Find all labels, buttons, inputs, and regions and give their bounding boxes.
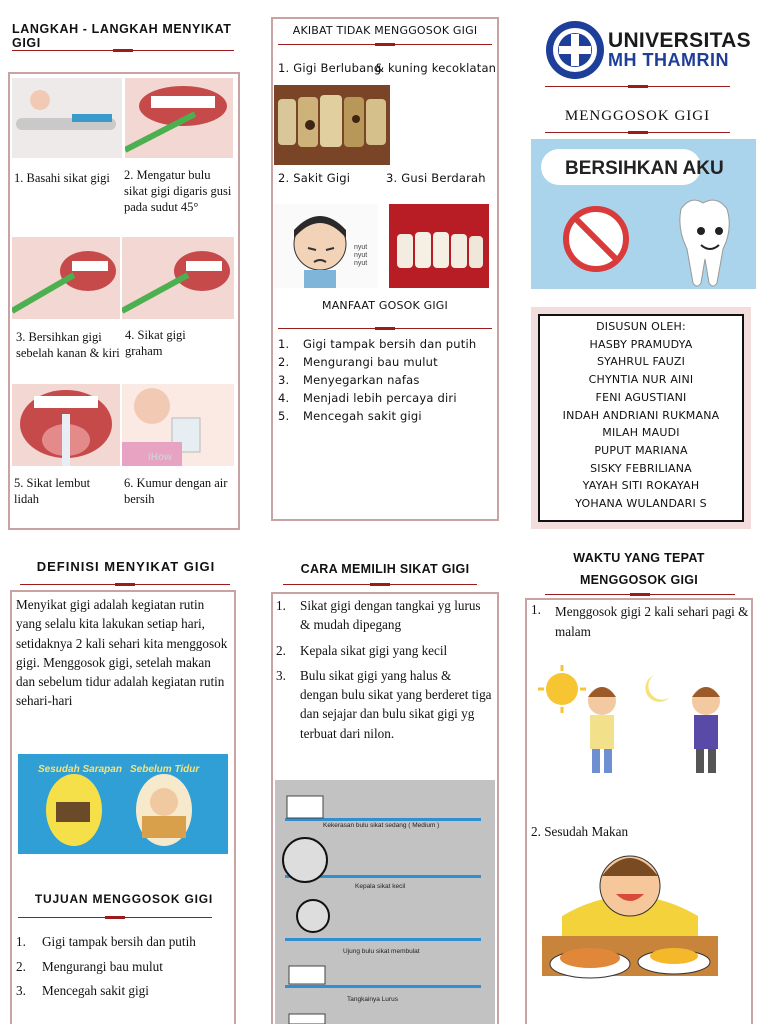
benefits-title-rule — [278, 328, 492, 329]
diagram-label1: Kekerasan bulu sikat sedang ( Medium ) — [323, 822, 440, 829]
step6-image — [122, 384, 234, 466]
step3-text: 3. Bersihkan gigi sebelah kanan & kiri — [16, 330, 120, 360]
authors-list — [540, 318, 742, 513]
toothbrush-wet-illustration — [12, 78, 122, 158]
author-name: MILAH MAUDI — [602, 426, 680, 440]
cover-title-rule — [545, 132, 730, 133]
effect1-text: 1. Gigi Berlubang — [278, 61, 382, 75]
choose-item: 3. Bulu sikat gigi yang halus & dengan bulu sikat yang berderet tiga dan sejajar dan bulu sikat gigi yg terbuat dari nilon. — [276, 667, 492, 741]
author-name: SYAHRUL FAUZI — [596, 355, 686, 369]
effect3-text: 3. Gusi Berdarah — [386, 171, 486, 185]
university-logo — [545, 20, 605, 80]
benefit-item: 5. Mencegah sakit gigi — [278, 409, 422, 423]
definition-image-label1: Sesudah Sarapan — [38, 764, 122, 775]
steps-title-rule — [12, 50, 234, 51]
goal-item: 3. Mencegah sakit gigi — [16, 983, 149, 998]
benefits-list — [278, 335, 492, 425]
author-name: FENI AGUSTIANI — [595, 390, 687, 404]
time-title-line1: WAKTU YANG TEPAT — [573, 551, 705, 565]
goals-title: TUJUAN MENGGOSOK GIGI — [34, 892, 214, 906]
goals-list — [16, 932, 230, 1001]
author-name: INDAH ANDRIANI RUKMANA — [562, 408, 720, 422]
mouth-side-illustration — [12, 237, 120, 319]
tongue-brush-illustration — [12, 384, 120, 466]
morning-night-brushing-illustration — [534, 665, 744, 785]
logo-rule — [545, 86, 730, 87]
step2-image — [125, 78, 233, 158]
steps-title: LANGKAH - LANGKAH MENYIKAT GIGI — [12, 22, 232, 50]
step4-image — [122, 237, 234, 319]
author-name: YAYAH SITI ROKAYAH — [582, 479, 700, 493]
eating-image — [542, 846, 718, 988]
effects-title-rule — [278, 44, 492, 45]
day-night-image — [534, 665, 744, 785]
choose-title: CARA MEMILIH SIKAT GIGI — [300, 562, 470, 576]
step1-image — [12, 78, 122, 158]
choose-title-rule — [283, 584, 477, 585]
bleeding-gums-photo — [389, 204, 489, 288]
author-name: CHYNTIA NUR AINI — [588, 373, 694, 387]
time-item2-text: 2. Sesudah Makan — [531, 824, 629, 839]
decayed-teeth-photo — [274, 85, 390, 165]
toothache-cartoon-text: nyut nyut nyut — [354, 244, 368, 267]
choose-item: 2. Kepala sikat gigi yang kecil — [276, 642, 448, 658]
diagram-label2: Kepala sikat kecil — [355, 883, 406, 890]
effects-title: AKIBAT TIDAK MENGGOSOK GIGI — [292, 24, 478, 37]
diagram-label3: Ujung bulu sikat membulat — [343, 948, 420, 955]
rinse-cup-illustration — [122, 384, 234, 466]
step5-text: 5. Sikat lembut lidah — [14, 476, 91, 506]
step6-watermark: iHow — [148, 452, 172, 463]
definition-image — [18, 754, 228, 854]
cavity-teeth-image — [274, 85, 390, 165]
effect1b-text: & kuning kecoklatan — [375, 61, 497, 75]
author-name: SISKY FEBRILIANA — [590, 461, 692, 475]
benefits-title: MANFAAT GOSOK GIGI — [322, 299, 448, 312]
mouth-molar-illustration — [122, 237, 234, 319]
cover-poster — [531, 139, 756, 289]
definition-title: DEFINISI MENYIKAT GIGI — [36, 559, 216, 574]
toothbrush-diagram-figure — [275, 780, 495, 1024]
step1-text: 1. Basahi sikat gigi — [14, 171, 110, 185]
goal-item: 2. Mengurangi bau mulut — [16, 958, 163, 974]
toothache-cartoon — [274, 204, 378, 288]
university-logo-icon — [545, 20, 605, 80]
step5-image — [12, 384, 120, 466]
definition-text: Menyikat gigi adalah kegiatan rutin yang selalu kita lakukan setiap hari, setidaknya 2 kali sehari kita menggosok gigi. Menggosok gigi, setelah makan dan sebelum tidur adalah kegiatan rutin sehari-hari — [16, 597, 228, 709]
benefit-item: 2. Mengurangi bau mulut — [278, 355, 438, 369]
author-name: PUPUT MARIANA — [594, 443, 688, 457]
step4-text: 4. Sikat gigi graham — [125, 328, 186, 358]
benefit-item: 3. Menyegarkan nafas — [278, 373, 420, 387]
cover-title: MENGGOSOK GIGI — [564, 108, 711, 124]
choose-list — [276, 596, 492, 743]
choose-item: 1. Sikat gigi dengan tangkai yg lurus & mudah dipegang — [276, 598, 481, 633]
time-item1-text: Menggosok gigi 2 kali sehari pagi & malam — [555, 604, 749, 639]
goal-item: 1. Gigi tampak bersih dan putih — [16, 934, 196, 949]
bleeding-gums-image — [389, 204, 489, 288]
goals-title-rule — [18, 917, 212, 918]
benefit-item: 1. Gigi tampak bersih dan putih — [278, 337, 477, 351]
step6-text: 6. Kumur dengan air bersih — [124, 476, 228, 506]
toothbrush-diagram — [275, 780, 495, 1024]
time-title-rule — [545, 594, 735, 595]
university-name-line1: UNIVERSITAS — [608, 29, 751, 52]
definition-title-rule — [20, 584, 230, 585]
boy-eating-illustration — [542, 846, 718, 988]
poster-text: BERSIHKAN AKU — [565, 158, 724, 179]
author-name: HASBY PRAMUDYA — [589, 337, 693, 351]
benefit-item: 4. Menjadi lebih percaya diri — [278, 391, 457, 405]
university-name-line2: MH THAMRIN — [608, 50, 729, 70]
time-item1-number: 1. — [531, 602, 541, 617]
diagram-label4: Tangkainya Lurus — [347, 996, 398, 1003]
definition-image-label2: Sebelum Tidur — [130, 764, 200, 775]
author-name: YOHANA WULANDARI S — [575, 497, 707, 511]
time-title-line2: MENGGOSOK GIGI — [579, 573, 699, 587]
effect2-text: 2. Sakit Gigi — [278, 171, 351, 185]
authors-title: DISUSUN OLEH: — [596, 320, 686, 333]
step2-text: 2. Mengatur bulu sikat gigi digaris gusi pada sudut 45° — [124, 168, 232, 214]
step3-image — [12, 237, 120, 319]
mouth-brush-45-illustration — [125, 78, 233, 158]
